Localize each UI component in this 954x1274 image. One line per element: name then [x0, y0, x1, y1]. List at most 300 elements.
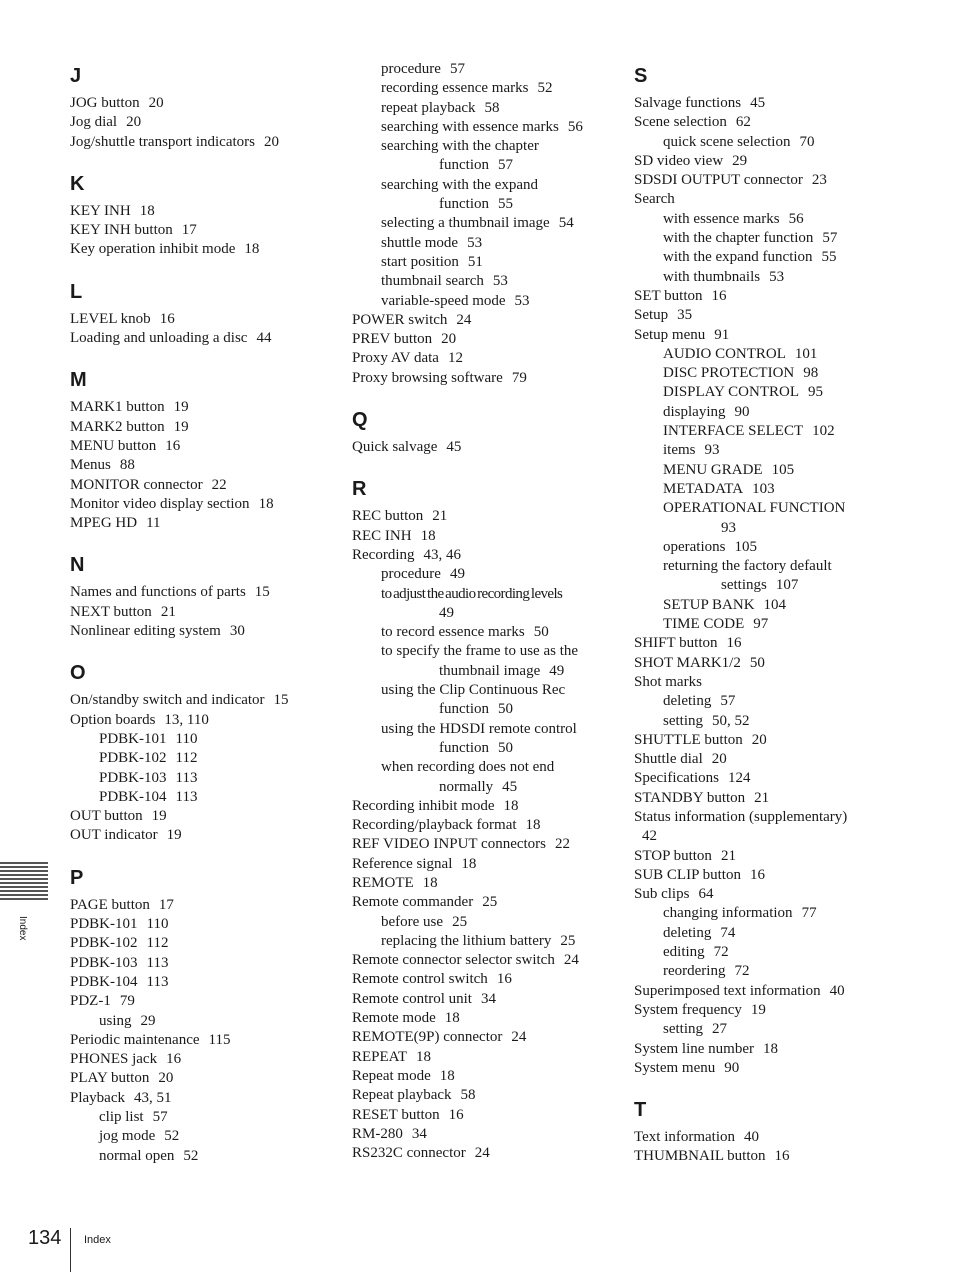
index-subentry	[634, 248, 874, 267]
index-entry	[70, 896, 330, 915]
index-term: with the chapter function	[663, 230, 814, 247]
index-page-ref: 95	[808, 384, 823, 401]
index-term: OUT indicator	[70, 827, 158, 844]
index-term: function	[439, 701, 489, 718]
index-page-ref: 18	[416, 1048, 432, 1065]
index-term: setting	[663, 712, 703, 729]
index-page-ref: 20	[263, 133, 279, 150]
index-term: Proxy browsing software	[352, 369, 503, 386]
index-term: recording essence marks	[381, 80, 529, 97]
index-entry	[352, 1086, 612, 1105]
index-term: Remote mode	[352, 1010, 436, 1027]
index-term: Loading and unloading a disc	[70, 330, 248, 347]
index-page-ref: 54	[558, 215, 574, 232]
index-page-ref: 77	[801, 905, 817, 922]
index-entry	[70, 1089, 330, 1108]
index-page-ref: 21	[754, 789, 770, 806]
index-letter-heading: R	[352, 478, 367, 501]
index-letter-heading: L	[70, 280, 83, 303]
index-term: SETUP BANK	[663, 596, 755, 613]
index-entry	[634, 1040, 874, 1059]
index-entry	[352, 835, 612, 854]
index-term: JOG button	[70, 95, 140, 111]
index-subentry	[70, 769, 330, 788]
index-term: STANDBY button	[634, 789, 746, 806]
index-page-ref: 113	[175, 788, 198, 805]
index-page-ref: 113	[146, 954, 169, 971]
index-entry	[634, 789, 874, 808]
index-subentry	[352, 913, 612, 932]
index-term: deleting	[663, 924, 712, 941]
index-term: SUB CLIP button	[634, 866, 741, 883]
index-page-ref: 22	[211, 476, 227, 493]
index-page-ref: 58	[460, 1087, 476, 1104]
index-entry	[352, 816, 612, 835]
index-subentry	[352, 118, 612, 137]
index-term: using the Clip Continuous Rec	[381, 682, 566, 699]
index-subentry	[352, 681, 612, 700]
index-entry	[634, 827, 874, 846]
index-entry	[352, 990, 612, 1009]
index-page-ref: 53	[492, 273, 508, 290]
index-entry	[352, 1009, 612, 1028]
index-page-ref: 110	[146, 916, 169, 933]
index-term: REMOTE(9P) connector	[352, 1029, 503, 1046]
index-page-ref: 57	[822, 230, 838, 247]
index-term: to record essence marks	[381, 624, 525, 641]
index-page-ref: 16	[711, 287, 727, 304]
index-term: searching with the chapter	[381, 138, 539, 155]
index-entry	[352, 662, 612, 681]
index-subentry	[634, 712, 874, 731]
index-subentry	[634, 904, 874, 923]
index-term: Key operation inhibit mode	[70, 241, 236, 258]
index-entry	[634, 808, 874, 827]
index-term: displaying	[663, 403, 726, 420]
index-entry	[634, 982, 874, 1001]
index-term: 49	[439, 604, 454, 621]
index-subentry	[634, 943, 874, 962]
index-entry	[352, 311, 612, 330]
index-entry	[352, 546, 612, 565]
index-entry	[634, 654, 874, 673]
index-subentry	[634, 403, 874, 422]
index-page-ref: 18	[525, 817, 541, 834]
index-page-ref: 20	[441, 331, 457, 348]
index-page-ref: 18	[763, 1040, 778, 1057]
index-term: selecting a thumbnail image	[381, 215, 550, 232]
index-entry	[70, 1031, 330, 1050]
index-page-ref: 49	[549, 662, 565, 679]
index-subentry	[352, 60, 612, 79]
index-term: with thumbnails	[663, 268, 761, 285]
index-page-ref: 25	[482, 894, 498, 911]
index-entry	[70, 437, 330, 456]
index-term: Superimposed text information	[634, 982, 821, 999]
index-term: System line number	[634, 1040, 754, 1057]
index-term: INTERFACE SELECT	[663, 423, 804, 440]
index-page-ref: 90	[734, 403, 750, 420]
index-term: variable-speed mode	[381, 292, 506, 309]
index-subentry	[352, 292, 612, 311]
index-entry	[352, 778, 612, 797]
index-entry	[634, 885, 874, 904]
index-term: to adjust the audio recording levels	[381, 585, 563, 602]
index-letter-heading: Q	[352, 409, 368, 432]
index-page-ref: 30	[229, 623, 245, 640]
index-term: DISC PROTECTION	[663, 365, 795, 382]
index-entry	[634, 113, 874, 132]
index-page-ref: 43, 51	[133, 1089, 172, 1106]
index-term: Repeat mode	[352, 1067, 431, 1084]
index-page-ref: 50	[749, 654, 765, 671]
index-entry	[70, 94, 330, 113]
index-page-ref: 34	[411, 1125, 427, 1142]
index-term: shuttle mode	[381, 234, 459, 251]
index-letter-heading: O	[70, 662, 86, 685]
index-subentry	[70, 1147, 330, 1166]
index-subentry	[634, 461, 874, 480]
index-entry	[634, 152, 874, 171]
index-term: Remote connector selector switch	[352, 952, 555, 969]
index-term: SDSDI OUTPUT connector	[634, 172, 803, 189]
index-term: reordering	[663, 963, 726, 980]
index-term: Shuttle dial	[634, 751, 703, 768]
index-page-ref: 40	[744, 1129, 760, 1146]
index-term: REPEAT	[352, 1048, 408, 1065]
index-subentry	[634, 557, 874, 576]
index-entry	[70, 133, 330, 152]
index-page-ref: 56	[567, 118, 583, 135]
index-subentry	[352, 214, 612, 233]
index-letter-heading: P	[70, 866, 84, 889]
index-term: System menu	[634, 1059, 716, 1076]
index-term: procedure	[381, 566, 441, 583]
index-entry	[70, 807, 330, 826]
index-subentry	[634, 210, 874, 229]
index-term: Names and functions of parts	[70, 584, 246, 601]
index-page-ref: 18	[461, 855, 477, 872]
index-entry	[352, 970, 612, 989]
index-term: Remote control switch	[352, 971, 488, 988]
index-entry	[352, 527, 612, 546]
index-term: items	[663, 442, 696, 459]
index-term: OUT button	[70, 808, 143, 825]
index-subentry	[352, 272, 612, 291]
index-letter-heading: K	[70, 172, 85, 195]
index-term: Recording	[352, 546, 415, 563]
index-term: PDBK-102	[70, 935, 138, 952]
footer-section-label: Index	[84, 1234, 111, 1246]
index-term: settings	[721, 577, 767, 594]
index-term: AUDIO CONTROL	[663, 345, 786, 362]
index-entry	[634, 673, 874, 692]
index-page-ref: 64	[698, 886, 714, 903]
index-entry	[634, 287, 874, 306]
index-term: when recording does not end	[381, 759, 555, 776]
index-entry	[634, 1059, 874, 1078]
index-page-ref: 17	[158, 896, 174, 913]
index-page-ref: 57	[498, 157, 513, 174]
index-page-ref: 18	[444, 1010, 460, 1027]
index-letter-heading: T	[634, 1099, 647, 1122]
index-page-ref: 19	[166, 827, 182, 844]
index-page-ref: 18	[503, 797, 519, 814]
index-entry	[352, 855, 612, 874]
index-term: Sub clips	[634, 886, 690, 903]
index-page-ref: 105	[734, 538, 757, 555]
index-page-ref: 103	[752, 480, 775, 497]
index-subentry	[352, 565, 612, 584]
index-term: Playback	[70, 1089, 125, 1106]
index-page-ref: 56	[788, 210, 804, 227]
index-term: Text information	[634, 1129, 736, 1146]
index-entry	[634, 731, 874, 750]
index-page-ref: 17	[181, 222, 197, 239]
index-page-ref: 18	[139, 202, 155, 219]
index-page-ref: 18	[244, 241, 260, 258]
index-subentry	[352, 176, 612, 195]
index-page-ref: 72	[713, 944, 729, 961]
index-page-ref: 50, 52	[712, 712, 750, 729]
index-column-3	[634, 60, 874, 1167]
index-term: THUMBNAIL button	[634, 1148, 766, 1165]
index-term: SHOT MARK1/2	[634, 654, 741, 671]
index-subentry	[352, 720, 612, 739]
index-term: start position	[381, 253, 459, 270]
index-subentry	[352, 604, 612, 623]
index-term: to specify the frame to use as the	[381, 643, 579, 660]
index-page-ref: 21	[720, 847, 736, 864]
index-subentry	[634, 345, 874, 364]
index-page-ref: 57	[720, 693, 736, 710]
index-subentry	[70, 1108, 330, 1127]
index-subentry	[634, 364, 874, 383]
index-page-ref: 25	[560, 932, 576, 949]
index-term: SHIFT button	[634, 635, 718, 652]
index-page-ref: 113	[175, 769, 198, 786]
index-page-ref: 50	[498, 701, 513, 718]
index-term: using	[99, 1012, 132, 1029]
index-page-ref: 20	[126, 114, 142, 131]
index-term: Remote control unit	[352, 990, 472, 1007]
index-term: Periodic maintenance	[70, 1031, 200, 1048]
index-term: setting	[663, 1021, 703, 1038]
index-page-ref: 25	[452, 913, 468, 930]
index-entry	[634, 847, 874, 866]
index-subentry	[352, 585, 612, 604]
index-page-ref: 102	[812, 423, 835, 440]
index-page-ref: 18	[420, 527, 436, 544]
index-subentry	[634, 441, 874, 460]
index-page-ref: 20	[751, 731, 767, 748]
index-page-ref: 19	[173, 399, 189, 416]
index-page-ref: 16	[159, 310, 175, 327]
index-page-ref: 19	[750, 1001, 766, 1018]
index-term: KEY INH	[70, 202, 131, 219]
index-term: Salvage functions	[634, 95, 742, 111]
index-term: 42	[642, 828, 657, 845]
index-term: Quick salvage	[352, 439, 438, 456]
index-entry	[352, 1125, 612, 1144]
index-term: PLAY button	[70, 1070, 150, 1087]
index-term: RS232C connector	[352, 1145, 466, 1162]
index-page-ref: 11	[146, 515, 161, 532]
index-term: MONITOR connector	[70, 476, 203, 493]
index-page-ref: 50	[533, 624, 549, 641]
index-term: NEXT button	[70, 603, 152, 620]
index-entry	[70, 1069, 330, 1088]
index-entry	[70, 398, 330, 417]
index-entry	[352, 438, 612, 457]
index-term: Remote commander	[352, 894, 474, 911]
index-term: METADATA	[663, 480, 744, 497]
index-page-ref: 24	[474, 1145, 490, 1162]
index-page-ref: 115	[208, 1031, 231, 1048]
index-page-ref: 18	[422, 874, 438, 891]
index-page-ref: 53	[467, 234, 483, 251]
index-page-ref: 22	[555, 836, 571, 853]
index-term: REC INH	[352, 527, 412, 544]
index-term: RM-280	[352, 1125, 403, 1142]
index-entry	[352, 739, 612, 758]
index-page-ref: 124	[727, 770, 751, 787]
index-term: returning the factory default	[663, 558, 832, 575]
index-subentry	[352, 642, 612, 661]
index-page-ref: 50	[498, 739, 513, 756]
index-entry	[70, 826, 330, 845]
index-term: Shot marks	[634, 673, 702, 690]
index-term: Scene selection	[634, 114, 727, 131]
index-term: Option boards	[70, 711, 156, 728]
index-term: thumbnail image	[439, 662, 541, 679]
index-term: repeat playback	[381, 99, 476, 116]
index-entry	[352, 1028, 612, 1047]
index-page-ref: 101	[794, 345, 818, 362]
index-term: PDBK-101	[70, 916, 138, 933]
index-entry	[352, 195, 612, 214]
index-entry	[70, 476, 330, 495]
index-entry	[634, 306, 874, 325]
index-term: thumbnail search	[381, 273, 484, 290]
index-entry	[70, 418, 330, 437]
index-page-ref: 45	[502, 778, 518, 795]
index-subentry	[634, 480, 874, 499]
index-term: Recording/playback format	[352, 817, 517, 834]
index-page-ref: 15	[273, 692, 289, 709]
index-term: POWER switch	[352, 311, 448, 328]
index-page-ref: 44	[256, 330, 272, 347]
index-term: PHONES jack	[70, 1051, 158, 1068]
index-page-ref: 112	[175, 750, 198, 767]
index-page-ref: 20	[148, 95, 164, 111]
index-page-ref: 16	[496, 971, 512, 988]
index-page-ref: 45	[446, 439, 462, 456]
index-term: Reference signal	[352, 855, 453, 872]
index-entry	[634, 190, 874, 209]
index-term: function	[439, 196, 489, 213]
index-entry	[352, 349, 612, 368]
index-entry	[352, 1106, 612, 1125]
index-page-ref: 21	[432, 508, 448, 525]
index-entry	[634, 576, 874, 595]
index-term: replacing the lithium battery	[381, 932, 552, 949]
index-subentry	[634, 133, 874, 152]
index-page-ref: 57	[449, 61, 465, 77]
index-page-ref: 98	[803, 365, 819, 382]
index-term: deleting	[663, 693, 712, 710]
index-term: Proxy AV data	[352, 350, 439, 367]
index-entry	[634, 519, 874, 538]
index-term: Search	[634, 191, 675, 208]
thumb-tab-stripes	[0, 862, 48, 902]
index-entry	[70, 603, 330, 622]
index-subentry	[634, 1020, 874, 1039]
index-term: normally	[439, 778, 494, 795]
index-page-ref: 113	[146, 973, 169, 990]
index-page-ref: 18	[439, 1067, 455, 1084]
index-entry	[70, 622, 330, 641]
index-term: PDBK-103	[99, 769, 167, 786]
index-entry	[634, 1128, 874, 1147]
index-page-ref: 29	[140, 1012, 156, 1029]
index-subentry	[70, 730, 330, 749]
index-entry	[634, 326, 874, 345]
index-page-ref: 13, 110	[164, 711, 209, 728]
index-term: changing information	[663, 905, 793, 922]
index-entry	[352, 1067, 612, 1086]
index-page-ref: 58	[484, 99, 500, 116]
index-page-ref: 24	[511, 1029, 527, 1046]
index-page-ref: 57	[152, 1108, 168, 1125]
index-term: MPEG HD	[70, 515, 138, 532]
index-page-ref: 35	[677, 307, 693, 324]
index-term: Setup	[634, 307, 669, 324]
index-entry	[70, 711, 330, 730]
index-page-ref: 105	[771, 461, 795, 478]
index-letter-heading: M	[70, 369, 87, 392]
index-entry	[352, 156, 612, 175]
index-term: LEVEL knob	[70, 310, 151, 327]
index-term: procedure	[381, 61, 441, 77]
index-term: searching with the expand	[381, 176, 539, 193]
side-tab-label: Index	[17, 916, 28, 941]
index-term: using the HDSDI remote control	[381, 720, 577, 737]
index-subentry	[70, 749, 330, 768]
index-subentry	[352, 99, 612, 118]
index-entry	[70, 934, 330, 953]
index-page-ref: 27	[712, 1021, 727, 1038]
index-term: quick scene selection	[663, 133, 791, 150]
index-page-ref: 90	[724, 1059, 740, 1076]
index-subentry	[634, 692, 874, 711]
index-entry	[352, 1144, 612, 1163]
index-letter-heading: N	[70, 554, 85, 577]
index-term: OPERATIONAL FUNCTION	[663, 500, 846, 517]
index-page-ref: 16	[448, 1106, 464, 1123]
index-term: PDBK-103	[70, 954, 138, 971]
index-term: MENU GRADE	[663, 461, 763, 478]
index-column-1	[70, 60, 330, 1166]
index-page-ref: 74	[720, 924, 736, 941]
index-term: PDBK-104	[70, 973, 138, 990]
index-page-ref: 107	[775, 577, 799, 594]
index-term: REMOTE	[352, 874, 414, 891]
index-page-ref: 16	[166, 1051, 182, 1068]
index-subentry	[70, 1127, 330, 1146]
index-term: before use	[381, 913, 444, 930]
index-page-ref: 72	[734, 963, 750, 980]
